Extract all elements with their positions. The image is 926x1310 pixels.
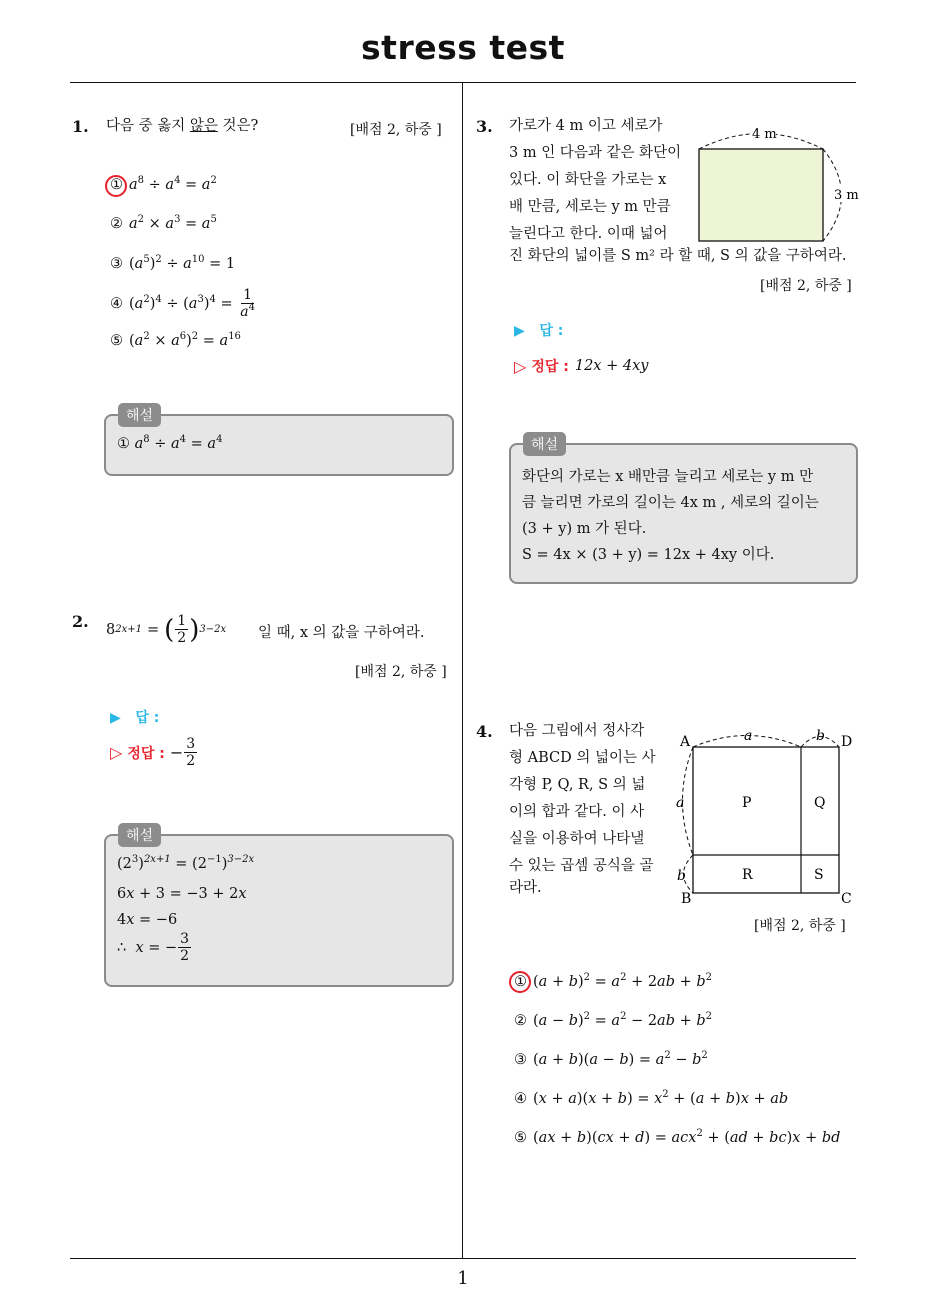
q2-answer-label: 답 : <box>135 710 160 726</box>
q1-choice-2[interactable]: ② $a^2 \times a^3 = a^5$ <box>110 214 217 232</box>
top-rule <box>70 82 856 83</box>
q4-choice-2[interactable]: ② $(a - b)^2 = a^2 - 2ab + b^2$ <box>514 1011 713 1029</box>
left-label-a: a <box>676 795 685 811</box>
q4-text-line-5: 실을 이용하여 나타낼 <box>509 831 645 847</box>
q4-text-line-4: 이의 합과 같다. 이 사 <box>509 804 645 820</box>
choice-number: ① <box>110 177 123 193</box>
q3-expl-line-2: 큼 늘리면 가로의 길이는 4x m , 세로의 길이는 <box>522 495 819 511</box>
q4-text-line-2: 형 ABCD 의 넓이는 사 <box>509 750 656 766</box>
q3-text-line-2: 3 m 인 다음과 같은 화단이 <box>509 145 682 161</box>
q2-score: [배점 2, 하중 ] <box>355 664 447 680</box>
bottom-rule <box>70 1258 856 1259</box>
choice-number: ② <box>514 1013 527 1029</box>
figure-width-label: 4 m <box>752 127 777 142</box>
triangle-icon: ▷ <box>110 743 123 762</box>
q1-score: [배점 2, 하중 ] <box>350 122 442 138</box>
figure-height-label: 3 m <box>834 188 859 203</box>
q3-text-line-6: 진 화단의 넓이를 S m² 라 할 때, S 의 값을 구하여라. <box>509 248 847 264</box>
choice-number: ③ <box>110 256 123 272</box>
corner-b: B <box>681 891 692 907</box>
play-icon: ▶ <box>110 710 121 726</box>
page-title: stress test <box>361 28 565 67</box>
page-number: 1 <box>457 1268 469 1289</box>
q2-expl-line-2: 6x + 3 = −3 + 2x <box>117 886 247 902</box>
q2-equation: 8 2x+1 = ( $\frac{1}{2}$ ) 3−2x <box>106 613 227 646</box>
q3-text-line-4: 배 만큼, 세로는 y m 만큼 <box>509 199 671 215</box>
q1-choice-4[interactable]: ④ $(a^2)^4 \div (a^3)^4$ = $\frac{1}{a^4}$ <box>110 287 255 320</box>
choice-number: ⑤ <box>110 333 123 349</box>
q3-number: 3. <box>476 117 493 136</box>
q3-score: [배점 2, 하중 ] <box>760 278 852 294</box>
corner-a: A <box>680 734 691 750</box>
q4-number: 4. <box>476 722 493 741</box>
q2-correct-label: 정답 : <box>127 745 165 762</box>
q2-correct-row <box>110 737 198 768</box>
q3-explanation-label: 해설 <box>523 432 566 456</box>
q4-text-line-1: 다음 그림에서 정사각 <box>509 723 645 739</box>
q2-explanation-label: 해설 <box>118 823 161 847</box>
play-icon: ▶ <box>514 323 525 339</box>
q3-expl-line-1: 화단의 가로는 x 배만큼 늘리고 세로는 y m 만 <box>522 469 814 485</box>
q1-text-underline: 않은 <box>189 118 218 134</box>
q2-number: 2. <box>72 612 89 631</box>
q2-correct-value: − $\frac{3}{2}$ <box>169 736 196 769</box>
q1-number: 1. <box>72 117 89 136</box>
q2-expl-line-4: ∴ x = − $\frac{3}{2}$ <box>117 931 190 964</box>
q4-choice-4[interactable]: ④ $(x + a)(x + b) = x^2 + (a + b)x$ + ab <box>514 1089 789 1107</box>
q4-square-figure <box>672 722 858 908</box>
q3-answer-row[interactable] <box>514 320 563 340</box>
q2-answer-row[interactable] <box>110 707 159 727</box>
triangle-icon: ▷ <box>514 356 527 376</box>
q1-explanation-text: ① $a^8 \div a^4 = a^4$ <box>117 434 223 452</box>
q3-expl-line-3: (3 + y) m 가 된다. <box>522 521 647 537</box>
corner-d: D <box>841 734 853 750</box>
q3-expl-line-4: S = 4x × (3 + y) = 12x + 4xy 이다. <box>522 547 775 563</box>
q1-choice-1[interactable]: ① $a^8 \div a^4 = a^2$ <box>110 175 217 193</box>
choice-number: ② <box>110 216 123 232</box>
region-p: P <box>742 795 752 811</box>
left-label-b: b <box>677 868 686 884</box>
q1-choice-5[interactable]: ⑤ $(a^2 \times a^6)^2 = a^{16}$ <box>110 331 241 349</box>
q3-garden-figure <box>690 118 860 248</box>
q2-question-text: 일 때, x 의 값을 구하여라. <box>258 625 425 641</box>
choice-number: ⑤ <box>514 1130 527 1146</box>
q2-expl-line-1: $(2^3)^{2x+1} = (2^{-1})^{3-2x}$ <box>117 854 255 872</box>
q4-text-line-7: 라라. <box>509 880 542 896</box>
top-label-b: b <box>816 728 825 744</box>
q1-text-before: 다음 중 옳지 <box>106 118 190 134</box>
q3-correct-row <box>514 356 648 376</box>
q3-correct-value: 12x + 4xy <box>574 358 649 374</box>
q2-expl-line-3: 4x = −6 <box>117 912 178 928</box>
q1-explanation-label: 해설 <box>118 403 161 427</box>
choice-number: ③ <box>514 1052 527 1068</box>
region-r: R <box>742 867 753 883</box>
q3-text-line-3: 있다. 이 화단을 가로는 x <box>509 172 667 188</box>
choice-number: ④ <box>110 295 123 312</box>
region-q: Q <box>814 795 826 811</box>
q1-question <box>106 113 258 140</box>
q4-choice-3[interactable]: ③ $(a + b)(a - b) = a^2 - b^2$ <box>514 1050 708 1068</box>
q4-choice-1[interactable]: ① $(a + b)^2 = a^2 + 2ab + b^2$ <box>514 972 713 990</box>
choice-number: ① <box>514 974 527 990</box>
q4-choice-5[interactable]: ⑤ (ax + b)(cx + d) = acx$^2$ + (ad + bc)x + bd <box>514 1128 841 1146</box>
q4-score: [배점 2, 하중 ] <box>754 918 846 934</box>
q3-answer-label: 답 : <box>539 323 564 339</box>
region-s: S <box>814 867 824 883</box>
q4-text-line-3: 각형 P, Q, R, S 의 넓 <box>509 777 646 793</box>
q3-correct-label: 정답 : <box>531 359 569 375</box>
garden-rect <box>699 149 823 241</box>
q3-text-line-5: 늘린다고 한다. 이때 넓어 <box>509 226 668 242</box>
q4-text-line-6: 수 있는 곱셈 공식을 골 <box>509 858 654 874</box>
column-divider <box>462 83 463 1259</box>
q1-text-after: 것은? <box>217 118 259 134</box>
q3-text-line-1: 가로가 4 m 이고 세로가 <box>509 118 663 134</box>
choice-number: ④ <box>514 1091 527 1107</box>
corner-c: C <box>841 891 852 907</box>
q1-choice-3[interactable]: ③ $(a^5)^2 \div a^{10} = 1$ <box>110 254 236 272</box>
top-label-a: a <box>744 728 753 744</box>
